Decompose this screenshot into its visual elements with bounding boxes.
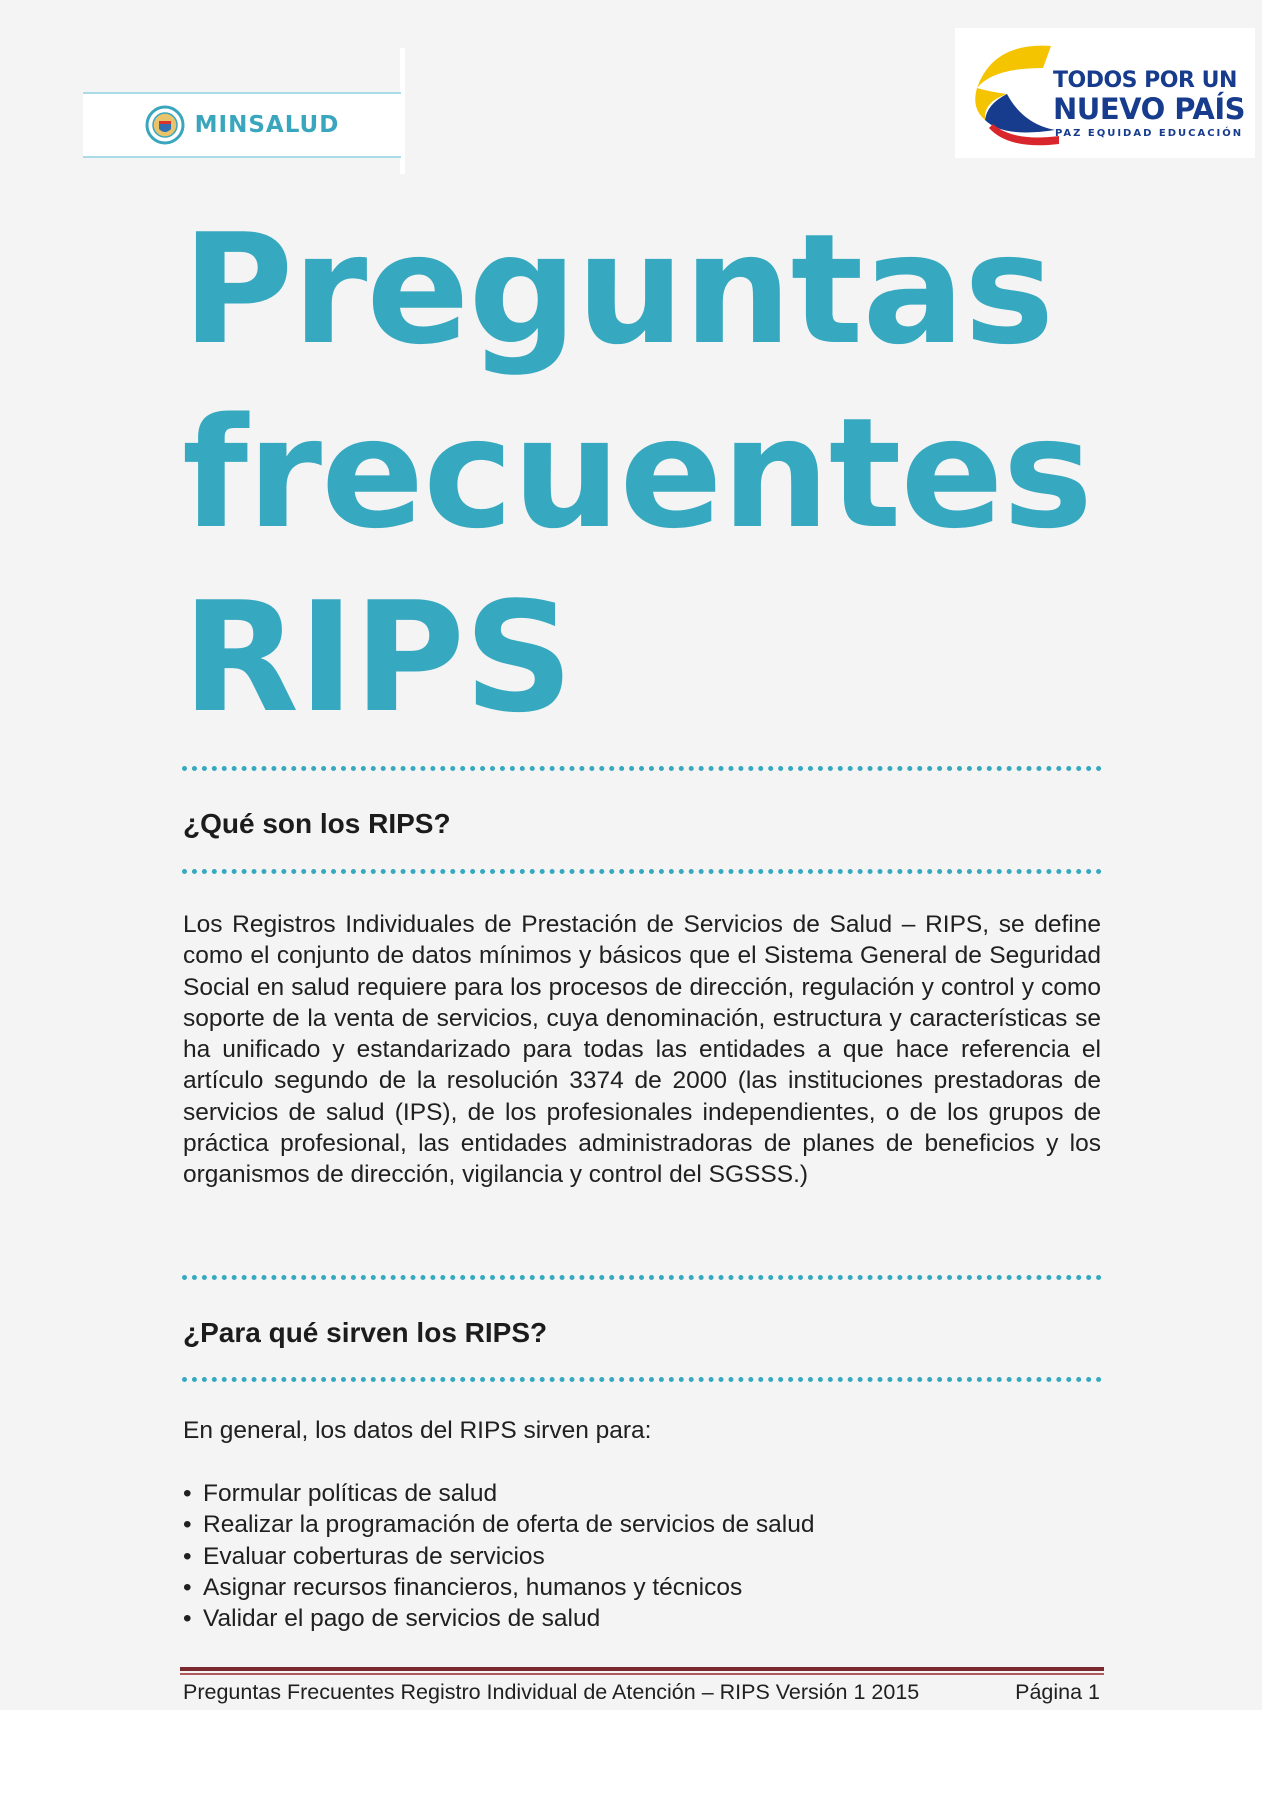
section-intro-para-que: En general, los datos del RIPS sirven para: <box>183 1417 652 1444</box>
section-heading-para-que: ¿Para qué sirven los RIPS? <box>183 1317 548 1348</box>
list-item: • Formular políticas de salud <box>183 1478 814 1509</box>
page-title <box>182 198 1092 750</box>
list-item: • Validar el pago de servicios de salud <box>183 1603 814 1634</box>
dotted-divider <box>182 1275 1102 1280</box>
list-item: • Realizar la programación de oferta de servicios de salud <box>183 1509 814 1540</box>
list-item: • Asignar recursos financieros, humanos y técnicos <box>183 1572 814 1603</box>
dotted-divider <box>182 766 1102 771</box>
title-line-3: RIPS <box>182 569 573 746</box>
page-number: Página 1 <box>1015 1680 1100 1704</box>
gov-logo-line2: NUEVO PAÍS <box>1053 92 1246 126</box>
uses-list <box>183 1478 814 1634</box>
title-line-1: Preguntas <box>182 201 1054 378</box>
dotted-divider <box>182 1377 1102 1382</box>
section-paragraph-que-son: Los Registros Individuales de Prestación de Servicios de Salud – RIPS, se define como el conjunto de datos mínimos y básicos que el Sistema General de Seguridad Social en salud requiere para los procesos de dirección, regulación y control y como soporte de la venta de servicios, cuya denominación, estructura y características se ha unificado y estandarizado para todas las entidades a que hace referencia el artículo segundo de la resolución 3374 de 2000 (las instituciones prestadoras de servicios de salud (IPS), de los profesionales independientes, o de los grupos de práctica profesional, las entidades administradoras de planes de beneficios y los organismos de dirección, vigilancia y control del SGSSS.) <box>183 911 1101 1189</box>
footer-text: Preguntas Frecuentes Registro Individual de Atención – RIPS Versión 1 2015 <box>183 1680 920 1704</box>
footer-rule-thin <box>180 1673 1104 1675</box>
colombia-flag-c-icon <box>963 38 1059 148</box>
coat-of-arms-icon <box>145 105 185 145</box>
dotted-divider <box>182 869 1102 874</box>
footer-rule <box>180 1667 1104 1671</box>
minsalud-logo <box>83 92 401 158</box>
title-line-2: frecuentes <box>182 385 1093 562</box>
gov-logo-line1: TODOS POR UN <box>1053 68 1237 93</box>
minsalud-logo-text: MINSALUD <box>194 112 340 138</box>
list-item: • Evaluar coberturas de servicios <box>183 1541 814 1572</box>
section-heading-que-son: ¿Qué son los RIPS? <box>183 808 451 839</box>
gov-logo-tagline: PAZ EQUIDAD EDUCACIÓN <box>1055 128 1244 139</box>
todos-por-un-nuevo-pais-logo <box>955 28 1255 158</box>
